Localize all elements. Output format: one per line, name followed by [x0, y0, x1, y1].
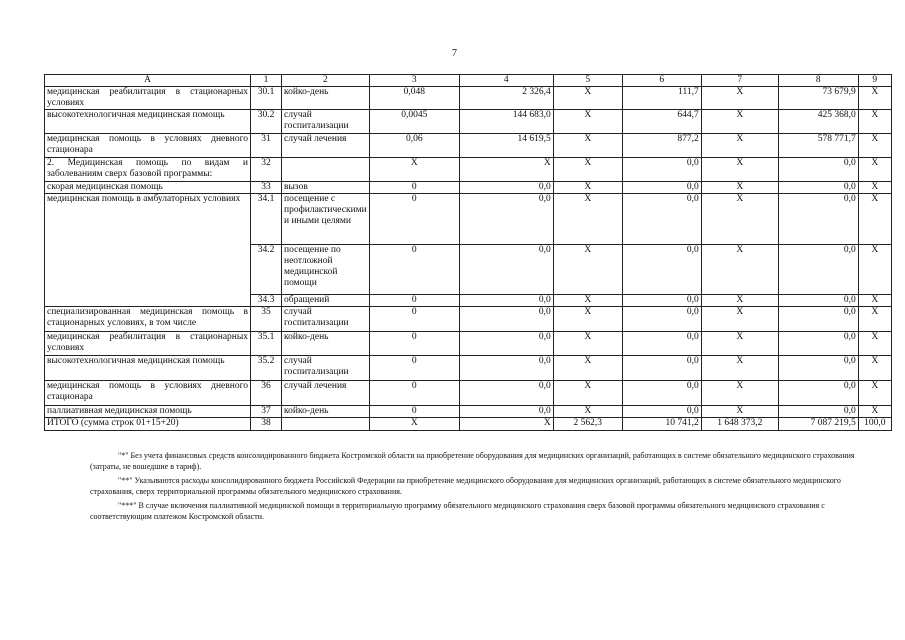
table-cell: 0	[369, 381, 459, 406]
table-cell: 0,0	[778, 356, 858, 381]
table-cell: 34.3	[251, 295, 282, 307]
table-cell: 0,0	[459, 245, 553, 295]
table-row	[45, 110, 892, 134]
table-cell: X	[701, 158, 778, 182]
table-cell: X	[553, 295, 622, 307]
table-cell: X	[701, 356, 778, 381]
table-cell: 0,0	[459, 381, 553, 406]
table-cell: X	[858, 332, 891, 356]
table-cell: X	[701, 307, 778, 332]
table-row	[45, 182, 892, 194]
table-cell: X	[858, 87, 891, 110]
table-cell: 35.2	[251, 356, 282, 381]
row-label: паллиативная медицинская помощь	[45, 406, 251, 418]
table-cell: 0,048	[369, 87, 459, 110]
table-cell: X	[553, 134, 622, 158]
table-cell: 31	[251, 134, 282, 158]
row-label: медицинская помощь в условиях дневного стационара	[45, 381, 251, 406]
table-cell: случай госпитализации	[282, 307, 370, 332]
table-cell: 0	[369, 332, 459, 356]
table-cell: 0	[369, 245, 459, 295]
table-cell: 100,0	[858, 418, 891, 431]
table-cell: 0,0	[622, 381, 701, 406]
table-cell: X	[858, 381, 891, 406]
table-cell: 0,0	[459, 182, 553, 194]
table-cell: 0,0	[778, 182, 858, 194]
column-header: 3	[369, 75, 459, 87]
table-cell: 0	[369, 406, 459, 418]
table-cell: 0,0	[459, 295, 553, 307]
table-cell: 37	[251, 406, 282, 418]
table-cell: посещение с профилактическими и иными целями	[282, 194, 370, 245]
column-header: 5	[553, 75, 622, 87]
table-cell: X	[701, 110, 778, 134]
table-cell: X	[459, 158, 553, 182]
table-row	[45, 418, 892, 431]
table-cell	[282, 418, 370, 431]
table-cell: 0,0	[778, 307, 858, 332]
table-cell: 14 619,5	[459, 134, 553, 158]
table-cell: 0,0	[778, 406, 858, 418]
row-label: 2. Медицинская помощь по видам и заболеваниям сверх базовой программы:	[45, 158, 251, 182]
table-cell: X	[553, 158, 622, 182]
table-cell: X	[553, 245, 622, 295]
table-cell: X	[701, 295, 778, 307]
table-cell: 0,0	[622, 295, 701, 307]
table-cell: 0	[369, 356, 459, 381]
table-cell: X	[858, 134, 891, 158]
table-cell: 0,0	[622, 307, 701, 332]
table-cell: X	[701, 332, 778, 356]
table-cell: X	[701, 406, 778, 418]
table-cell: 1 648 373,2	[701, 418, 778, 431]
table-cell: 0,0	[622, 194, 701, 245]
table-cell: 0,0	[459, 356, 553, 381]
table-cell: 644,7	[622, 110, 701, 134]
table-cell: 0,0	[459, 332, 553, 356]
table-cell: койко-день	[282, 406, 370, 418]
table-cell: X	[553, 381, 622, 406]
table-cell: 2 326,4	[459, 87, 553, 110]
row-label: специализированная медицинская помощь в стационарных условиях, в том числе	[45, 307, 251, 332]
table-cell: 0,0	[459, 194, 553, 245]
table-cell: койко-день	[282, 332, 370, 356]
table-cell: 0,0	[778, 194, 858, 245]
table-row	[45, 194, 892, 245]
table-cell: койко-день	[282, 87, 370, 110]
table-cell: X	[858, 307, 891, 332]
table-cell: 0,0	[778, 381, 858, 406]
table-row	[45, 134, 892, 158]
footnote-3: "***" В случае включения паллиативной медицинской помощи в территориальную программу обязательного медицинского страхования сверх базовой программы обязательного медицинского страхования с соответствующим платежом Костромской области.	[90, 501, 825, 521]
table-cell: X	[369, 158, 459, 182]
table-cell: X	[459, 418, 553, 431]
row-label: ИТОГО (сумма строк 01+15+20)	[45, 418, 251, 431]
table-cell: 0,0	[778, 332, 858, 356]
table-cell: случай лечения	[282, 381, 370, 406]
table-cell: X	[701, 245, 778, 295]
table-cell: 38	[251, 418, 282, 431]
table-cell: 0,0	[622, 182, 701, 194]
table-cell: 33	[251, 182, 282, 194]
table-cell: X	[701, 87, 778, 110]
column-header: 4	[459, 75, 553, 87]
table-row	[45, 356, 892, 381]
table-cell: X	[858, 295, 891, 307]
table-cell: 877,2	[622, 134, 701, 158]
table-cell: посещение по неотложной медицинской помощи	[282, 245, 370, 295]
table-cell: случай госпитализации	[282, 110, 370, 134]
table-cell: 73 679,9	[778, 87, 858, 110]
table-cell: 0,0	[459, 307, 553, 332]
table-cell: X	[553, 87, 622, 110]
table-cell: 0	[369, 307, 459, 332]
table-row	[45, 307, 892, 332]
table-cell: 0,0	[622, 245, 701, 295]
table-cell	[282, 158, 370, 182]
table-cell: обращений	[282, 295, 370, 307]
table-cell: случай госпитализации	[282, 356, 370, 381]
table-row	[45, 87, 892, 110]
table-cell: X	[553, 194, 622, 245]
table-cell: X	[553, 406, 622, 418]
table-cell: 0,0	[778, 158, 858, 182]
footnote-1: "*" Без учета финансовых средств консолидированного бюджета Костромской области на приобретение оборудования для медицинских организаций, работающих в системе обязательного медицинского страхования (затраты, не вошедшие в тариф).	[90, 451, 855, 471]
table-cell: X	[553, 307, 622, 332]
column-header: 1	[251, 75, 282, 87]
table-cell: X	[553, 356, 622, 381]
table-cell: 0,0	[459, 406, 553, 418]
table-cell: 30.2	[251, 110, 282, 134]
table-cell: 10 741,2	[622, 418, 701, 431]
table-cell: 144 683,0	[459, 110, 553, 134]
table-cell: X	[553, 110, 622, 134]
table-cell: 36	[251, 381, 282, 406]
row-label: медицинская реабилитация в стационарных условиях	[45, 87, 251, 110]
table-cell: 0,0	[622, 158, 701, 182]
table-cell: 32	[251, 158, 282, 182]
table-header-row	[45, 75, 892, 87]
table-cell: X	[858, 356, 891, 381]
table-cell: 35	[251, 307, 282, 332]
table-cell: X	[858, 194, 891, 245]
financing-table	[44, 74, 892, 431]
table-row	[45, 381, 892, 406]
table-row	[45, 158, 892, 182]
row-label: высокотехнологичная медицинская помощь	[45, 356, 251, 381]
table-row	[45, 406, 892, 418]
table-cell: вызов	[282, 182, 370, 194]
row-label: медицинская реабилитация в стационарных условиях	[45, 332, 251, 356]
footnotes	[90, 450, 860, 525]
table-cell: 0,0045	[369, 110, 459, 134]
table-cell: X	[858, 406, 891, 418]
table-cell: X	[553, 182, 622, 194]
table-cell: 0	[369, 194, 459, 245]
table-cell: X	[701, 182, 778, 194]
table-cell: X	[701, 134, 778, 158]
table-cell: 0,0	[622, 332, 701, 356]
table-cell: 578 771,7	[778, 134, 858, 158]
table-cell: 0	[369, 295, 459, 307]
table-cell: 0,06	[369, 134, 459, 158]
column-header: 7	[701, 75, 778, 87]
column-header: 6	[622, 75, 701, 87]
table-cell: 0,0	[778, 245, 858, 295]
table-cell: 7 087 219,5	[778, 418, 858, 431]
column-header: A	[45, 75, 251, 87]
table-cell: 34.2	[251, 245, 282, 295]
table-cell: 34.1	[251, 194, 282, 245]
table-cell: X	[369, 418, 459, 431]
table-row	[45, 332, 892, 356]
table-cell: 0	[369, 182, 459, 194]
table-cell: 0,0	[622, 356, 701, 381]
table-cell: 0,0	[778, 295, 858, 307]
row-label: медицинская помощь в амбулаторных условиях	[45, 194, 251, 307]
footnote-2: "**" Указываются расходы консолидированного бюджета Российской Федерации на приобретение медицинского оборудования для медицинских организаций, работающих в системе обязательного медицинского страхования, сверх территориальной программы обязательного медицинского страхования.	[90, 476, 841, 496]
column-header: 9	[858, 75, 891, 87]
table-cell: 30.1	[251, 87, 282, 110]
table-cell: 35.1	[251, 332, 282, 356]
table-cell: 425 368,0	[778, 110, 858, 134]
row-label: высокотехнологичная медицинская помощь	[45, 110, 251, 134]
table-cell: X	[858, 110, 891, 134]
column-header: 8	[778, 75, 858, 87]
column-header: 2	[282, 75, 370, 87]
table-cell: X	[701, 381, 778, 406]
table-cell: случай лечения	[282, 134, 370, 158]
table-cell: X	[858, 245, 891, 295]
table-cell: 0,0	[622, 406, 701, 418]
page-number: 7	[452, 48, 457, 59]
table-cell: 111,7	[622, 87, 701, 110]
row-label: медицинская помощь в условиях дневного стационара	[45, 134, 251, 158]
table-cell: 2 562,3	[553, 418, 622, 431]
row-label: скорая медицинская помощь	[45, 182, 251, 194]
table-cell: X	[858, 182, 891, 194]
table-cell: X	[553, 332, 622, 356]
table-cell: X	[701, 194, 778, 245]
table-cell: X	[858, 158, 891, 182]
